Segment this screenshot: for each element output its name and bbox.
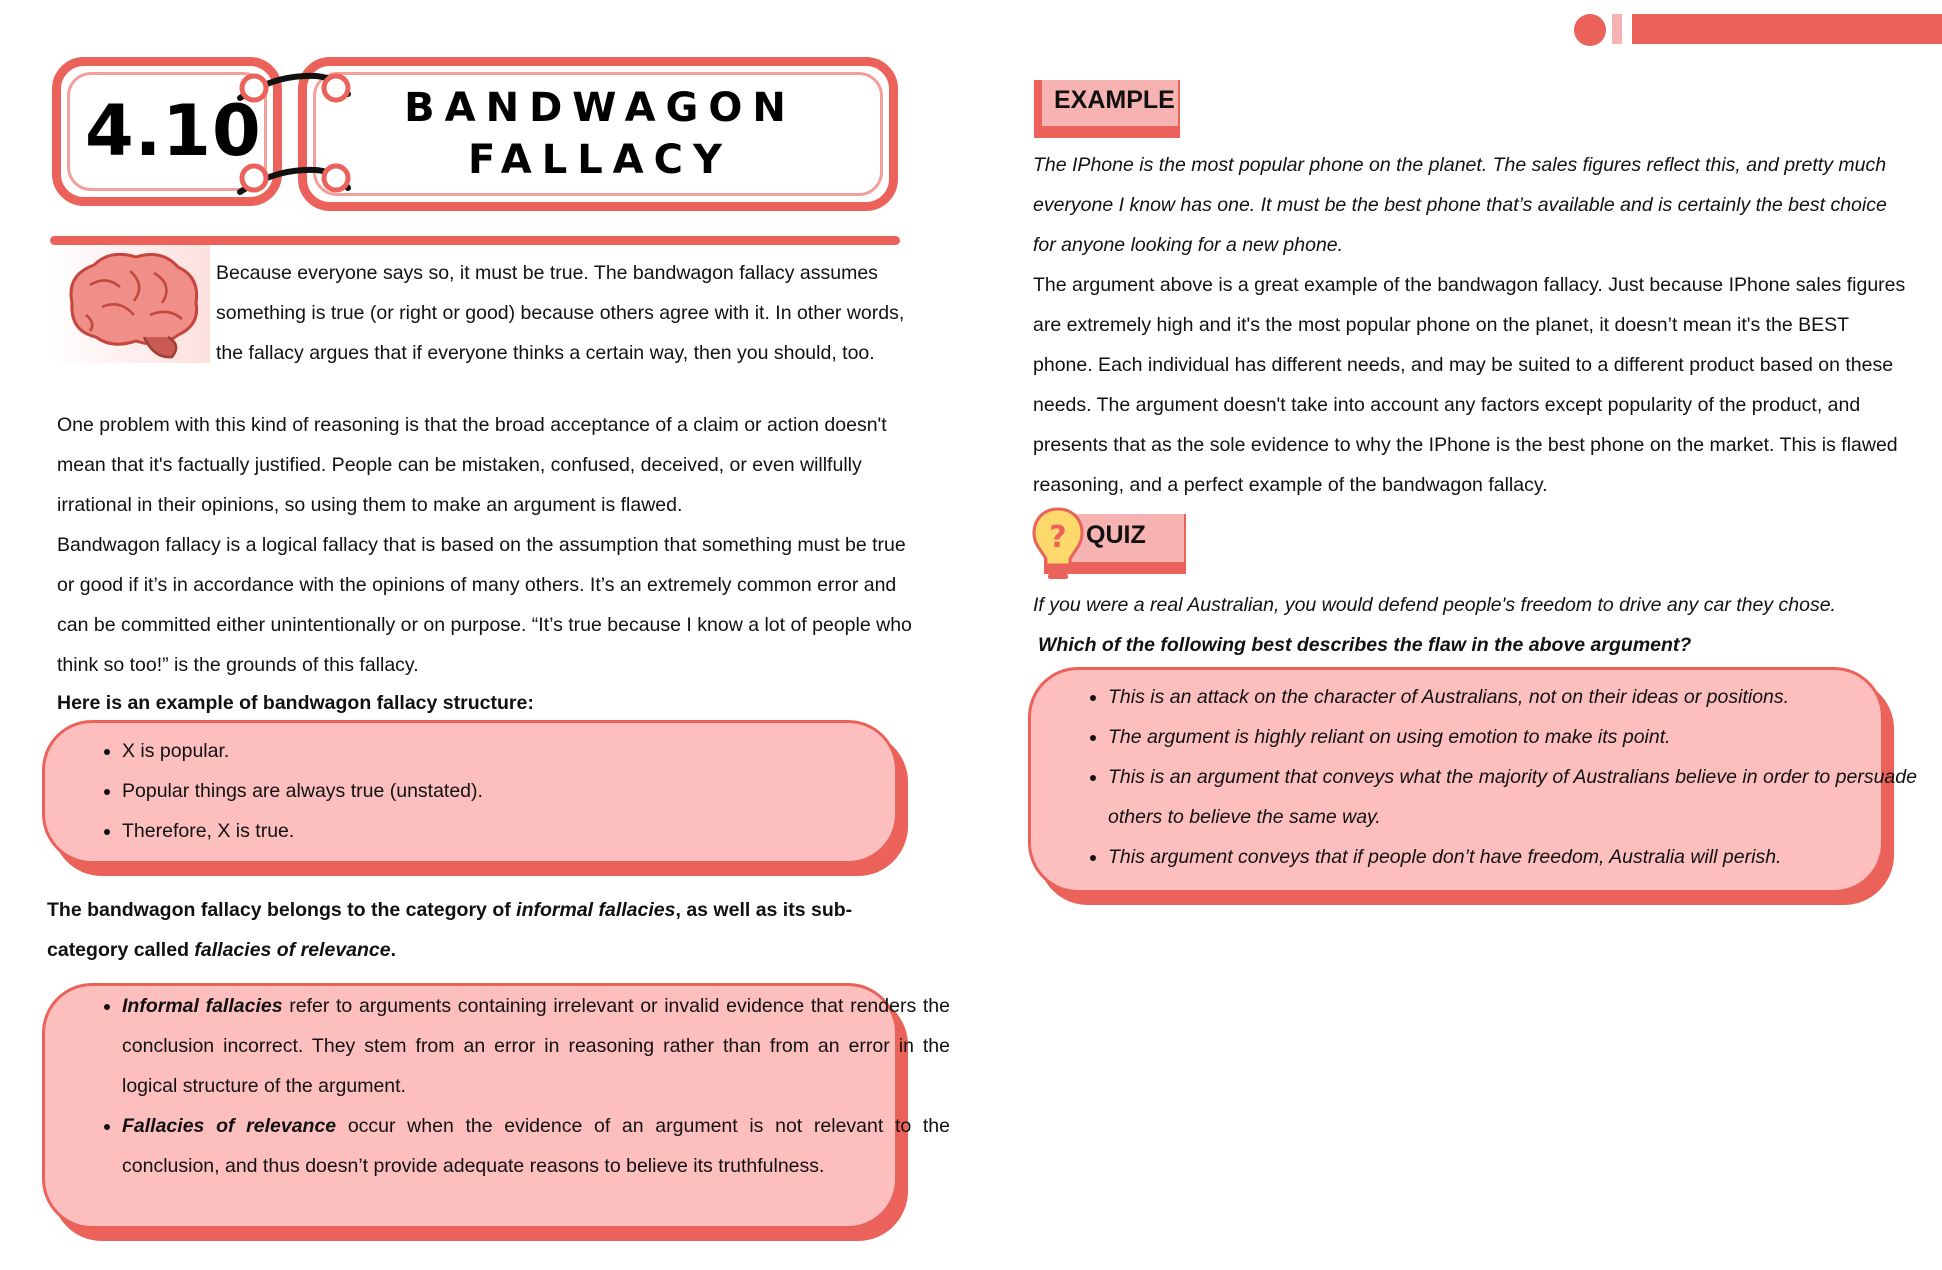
structure-list [44, 731, 942, 851]
category-paragraph [47, 890, 907, 970]
page-title-line1: BANDWAGON [404, 85, 796, 131]
quiz-label: QUIZ [1086, 521, 1146, 549]
svg-text:?: ? [1049, 520, 1067, 555]
intro-paragraph: Because everyone says so, it must be true. The bandwagon fallacy assumes something is true (or right or good) because others agree with it. In other words, the fallacy argues that if everyone thinks a certain way, then you should, too. [216, 262, 905, 364]
structure-heading: Here is an example of bandwagon fallacy structure: [57, 692, 534, 714]
quiz-scenario: If you were a real Australian, you would defend people's freedom to drive any car they chose. [1033, 594, 1836, 616]
page-title [350, 82, 850, 186]
quiz-question: Which of the following best describes the flaw in the above argument? [1038, 634, 1692, 656]
quiz-options [1030, 677, 1938, 877]
category-term-relevance: fallacies of relevance [194, 939, 391, 961]
category-term-informal: informal fallacies [516, 899, 676, 921]
list-item [122, 1106, 950, 1186]
example-analysis: The argument above is a great example of the bandwagon fallacy. Just because IPhone sales figures are extremely high and it's the most popular phone on the planet, it doesn’t mean it's the BEST phone. Each individual has different needs, and may be suited to a different product based on these needs. The argument doesn't take into account any factors except popularity of the product, and presents that as the sole evidence to why the IPhone is the best phone on the market. This is flawed reasoning, and a perfect example of the bandwagon fallacy. [1033, 274, 1906, 496]
definition-text: refer to arguments containing irrelevant or invalid evidence that renders the conclusion incorrect. They stem from an error in reasoning rather than from an error in the logical structure of the argument. [122, 995, 950, 1097]
title-divider [50, 236, 900, 245]
category-text: . [390, 939, 397, 961]
example-label: EXAMPLE [1054, 86, 1175, 114]
quiz-option: • This is an attack on the character of Australians, not on their ideas or positions. [1108, 677, 1938, 717]
decor-tick [1612, 14, 1622, 44]
paragraph-definition: Bandwagon fallacy is a logical fallacy that is based on the assumption that something must be true or good if it’s in accordance with the opinions of many others. It’s an extremely common error and can be committed either unintentionally or on purpose. “It’s true because I know a lot of people who think so too!” is the grounds of this fallacy. [57, 534, 912, 676]
lightbulb-question-icon [1030, 505, 1086, 585]
definition-term: Fallacies of relevance [122, 1115, 337, 1137]
quiz-option: • This argument conveys that if people don’t have freedom, Australia will perish. [1108, 837, 1938, 877]
decor-dot [1574, 14, 1606, 46]
list-item: • X is popular. [122, 731, 942, 771]
definition-text: occur when the evidence of an argument is not relevant to the conclusion, and thus doesn’t provide adequate reasons to believe its truthfulness. [122, 1115, 950, 1177]
brain-icon [50, 245, 210, 363]
paragraph-problem: One problem with this kind of reasoning is that the broad acceptance of a claim or action doesn't mean that it's factually justified. People can be mistaken, confused, deceived, or even willfully irrational in their opinions, so using them to make an argument is flawed. [57, 414, 887, 516]
quiz-option: • This is an argument that conveys what the majority of Australians believe in order to persuade others to believe the same way. [1108, 757, 1938, 837]
category-text: , as well as its sub-category called [47, 899, 853, 961]
page-title-line2: FALLACY [468, 137, 732, 183]
list-item: • Therefore, X is true. [122, 811, 942, 851]
list-item [122, 986, 950, 1106]
category-text: The bandwagon fallacy belongs to the category of [47, 899, 517, 921]
example-statement: The IPhone is the most popular phone on the planet. The sales figures reflect this, and pretty much everyone I know has one. It must be the best phone that’s available and is certainly the best choice for anyone looking for a new phone. [1033, 154, 1887, 256]
list-item: • Popular things are always true (unstated). [122, 771, 942, 811]
section-number: 4.10 [85, 90, 262, 172]
definition-term: Informal fallacies [122, 995, 283, 1017]
definitions-list [44, 986, 950, 1186]
decor-bar [1632, 14, 1942, 44]
quiz-option: • The argument is highly reliant on using emotion to make its point. [1108, 717, 1938, 757]
